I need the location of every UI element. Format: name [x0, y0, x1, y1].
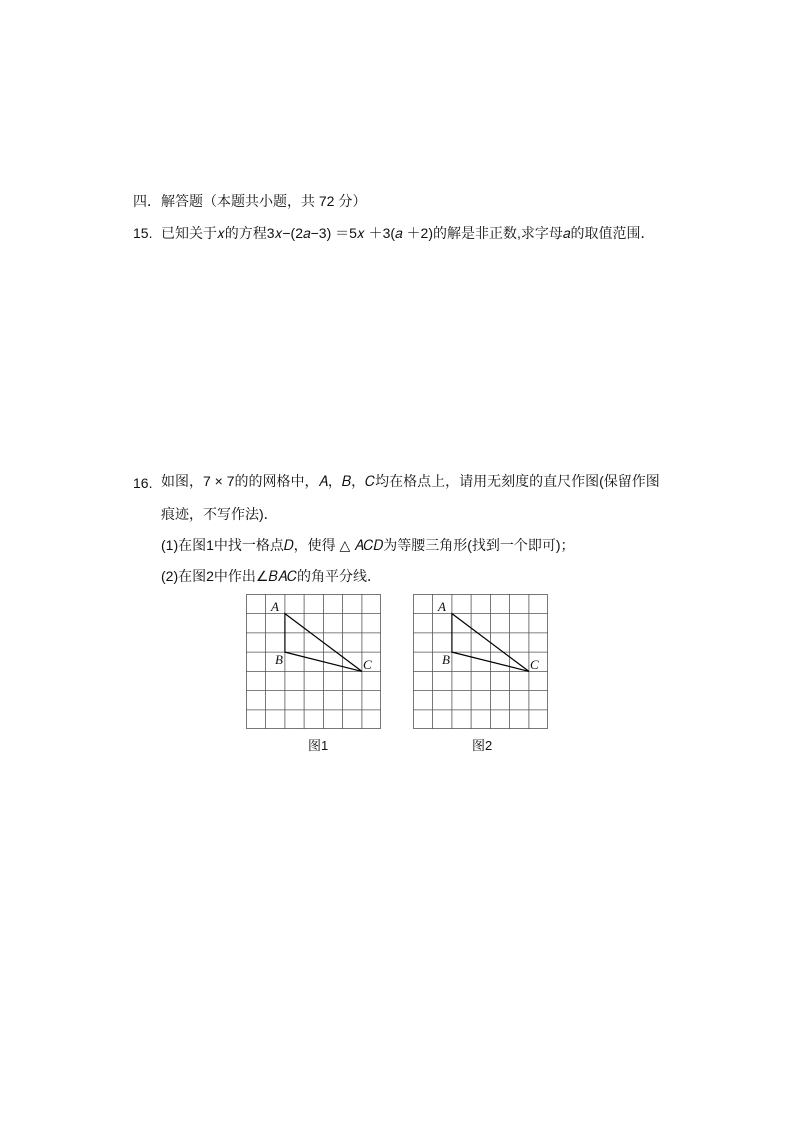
- question-16-number: 16.: [133, 475, 153, 491]
- point-label-c: C: [530, 657, 539, 672]
- question-16-part-1: (1)在图1中找一格点𝐷，使得 △ 𝐴𝐶𝐷为等腰三角形(找到一个即可)；: [161, 537, 575, 553]
- question-15-text: 已知关于𝑥的方程3𝑥−(2𝑎−3) ＝5𝑥 ＋3(𝑎 ＋2)的解是非正数,求字母𝑎的取值范围．: [161, 225, 655, 241]
- figure-2-grid-diagram: [413, 594, 549, 730]
- question-15-number: 15.: [133, 225, 153, 241]
- question-16-line-2: 痕迹，不写作法)．: [161, 506, 278, 522]
- figure-2-caption: 图2: [472, 738, 493, 753]
- point-label-b: B: [275, 652, 283, 667]
- grid-lines: [413, 594, 548, 729]
- grid-lines: [246, 594, 381, 729]
- question-16-line-1: 如图，7 × 7的的网格中，𝐴，𝐵，𝐶均在格点上，请用无刻度的直尺作图(保留作图: [161, 473, 660, 489]
- section-title: 四．解答题（本题共小题，共 72 分）: [133, 193, 367, 209]
- figure-1-grid-diagram: [246, 594, 382, 730]
- figure-1: [246, 594, 382, 730]
- point-label-a: A: [438, 599, 446, 614]
- point-label-c: C: [363, 657, 372, 672]
- question-16-part-2: (2)在图2中作出∠𝐵𝐴𝐶的角平分线．: [161, 568, 381, 584]
- point-label-b: B: [442, 652, 450, 667]
- point-label-a: A: [271, 599, 279, 614]
- figure-1-caption: 图1: [308, 738, 329, 753]
- figure-2: [413, 594, 549, 730]
